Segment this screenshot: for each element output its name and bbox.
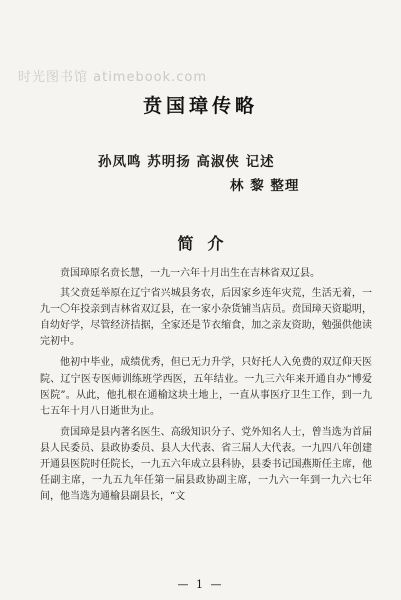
section-heading: 简介 bbox=[177, 234, 238, 253]
document-authors: 孙凤鸣 苏明扬 高淑侠 记述 bbox=[98, 154, 275, 170]
document-editor: 林 黎 整理 bbox=[230, 178, 300, 194]
paragraph-4: 贲国璋是县内著名医生、高级知识分子、党外知名人士，曾当选为首届县人民委员、县政协委员、县人大代表、省三届人大代表。一九四八年创建开通县医院时任院长，一九五六年成立县科协，县委书记国燕斯任主席，他任副主席，一九五九年任第一届县政协副主席，一九六一年到一九六七年间，他当选为通榆县副县长，“文 bbox=[40, 426, 372, 503]
document-title: 贲国璋传略 bbox=[142, 95, 258, 117]
paragraph-3: 他初中毕业，成绩优秀，但已无力升学，只好托人入免费的双辽仰天医院、辽宁医专医师训练班学西医，五年结业。一九三六年来开通自办“博爱医院”。从此，他扎根在通榆这块土地上，一直从事医疗卫生工作，到一九七五年十月八日逝世为止。 bbox=[40, 357, 372, 417]
paragraph-1: 贲国璋原名贲长慧，一九一六年十月出生在吉林省双辽县。 bbox=[60, 268, 320, 279]
paragraph-2: 其父贲廷举原在辽宁省兴城县务农，后因家乡连年灾荒，生活无着，一九一〇年投亲到吉林省双辽县，在一家小杂货铺当店员。贲国璋天资聪明，自幼好学，尽管经济拮据，全家还是节衣缩食，加之亲友资助，勉强供他读完初中。 bbox=[40, 288, 372, 348]
body-text bbox=[40, 266, 372, 510]
watermark-text: 时光图书馆 atimebook.com bbox=[18, 70, 208, 85]
page-number: — 1 — bbox=[177, 578, 224, 591]
